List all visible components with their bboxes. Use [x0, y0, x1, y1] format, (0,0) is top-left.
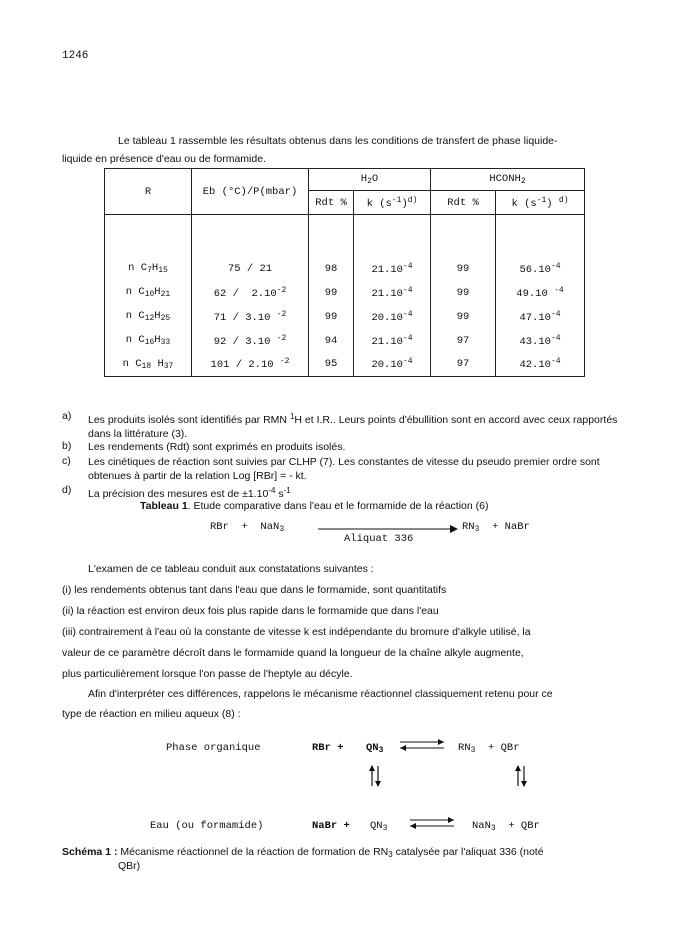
- body-continuation-1: valeur de ce paramètre décroît dans le formamide quand la longueur de la chaîne alkyle augmente,: [62, 647, 524, 659]
- row-k-formamide: 49.10 $^{-4}$: [496, 281, 585, 305]
- equation-reactants: RBr + NaN$_3$: [210, 521, 285, 534]
- header-r: R: [105, 169, 192, 215]
- scheme-caption-continuation: QBr): [118, 860, 141, 872]
- header-group-hconh2: $HCONH_2$: [431, 169, 585, 191]
- body-item-iii: (iii) contrairement à l'eau où la constante de vitesse k est indépendante du bromure d'alkyle utilisé, la: [62, 626, 531, 638]
- vertical-equilibrium-icon: [368, 764, 382, 788]
- header-k-formamide: k $(s^{-1})$ $^{d)}$: [496, 191, 585, 215]
- row-rdt-h2o: 99: [309, 281, 354, 305]
- body-continuation-2: plus particulièrement lorsque l'on passe de l'heptyle au décyle.: [62, 668, 353, 680]
- table-caption: [140, 500, 489, 512]
- row-rdt-formamide: 97: [431, 353, 496, 377]
- row-eb: 75 / 21: [192, 257, 309, 281]
- header-k-h2o: k $(s^{-1})^{d)}$: [354, 191, 431, 215]
- body-lead: L'examen de ce tableau conduit aux constatations suivantes :: [88, 563, 374, 575]
- scheme-phase-organic: Phase organique: [166, 742, 261, 754]
- header-group-h2o: $H_2O$: [309, 169, 431, 191]
- results-table: [104, 168, 585, 377]
- row-eb: $62 / 2.10^{-2}$: [192, 281, 309, 305]
- equation-products: $RN_3$ + NaBr: [462, 521, 530, 534]
- note-d: La précision des mesures est de $\pm 1.10^{-4}$ $s^{-1}$: [88, 486, 291, 500]
- scheme-organic-q: $QN_3$: [366, 742, 384, 755]
- scheme-phase-aqueous: Eau (ou formamide): [150, 820, 264, 832]
- row-k-h2o: $20.10^{-4}$: [354, 305, 431, 329]
- vertical-equilibrium-icon: [514, 764, 528, 788]
- row-r: n $C_{16}H_{33}$: [105, 329, 192, 353]
- row-rdt-formamide: 97: [431, 329, 496, 353]
- row-eb: 92 / 3.10 $^{-2}$: [192, 329, 309, 353]
- scheme-caption-label: Schéma 1 :: [62, 846, 118, 858]
- scheme-organic-left: RBr +: [312, 742, 344, 754]
- note-letter-a: a): [62, 410, 72, 422]
- header-rdt-formamide: Rdt %: [431, 191, 496, 215]
- row-k-h2o: $21.10^{-4}$: [354, 257, 431, 281]
- row-k-formamide: $43.10^{-4}$: [496, 329, 585, 353]
- row-eb: 101 / 2.10 $^{-2}$: [192, 353, 309, 377]
- row-k-formamide: $42.10^{-4}$: [496, 353, 585, 377]
- row-rdt-formamide: 99: [431, 305, 496, 329]
- row-rdt-h2o: 95: [309, 353, 354, 377]
- row-rdt-h2o: 94: [309, 329, 354, 353]
- row-k-formamide: $47.10^{-4}$: [496, 305, 585, 329]
- header-rdt-h2o: Rdt %: [309, 191, 354, 215]
- row-r: n $C_{12}H_{25}$: [105, 305, 192, 329]
- note-letter-c: c): [62, 455, 71, 467]
- note-b: Les rendements (Rdt) sont exprimés en produits isolés.: [88, 441, 346, 453]
- page-number: 1246: [62, 50, 89, 62]
- row-r: n $C_{18}$ $H_{37}$: [105, 353, 192, 377]
- scheme-aqueous-left: NaBr +: [312, 820, 350, 832]
- note-c: Les cinétiques de réaction sont suivies par CLHP (7). Les constantes de vitesse du pseudo premier ordre sont obtenues à partir de la relation Log [RBr] = - kt.: [88, 456, 600, 482]
- intro-line-1: Le tableau 1 rassemble les résultats obtenus dans les conditions de transfert de phase liquide-: [118, 135, 558, 147]
- scheme-aqueous-right: NaN$_3$ + QBr: [472, 820, 540, 833]
- note-letter-b: b): [62, 440, 72, 452]
- scheme-caption: Schéma 1 : Mécanisme réactionnel de la réaction de formation de $RN_3$ catalysée par l'aliquat 336 (noté: [62, 846, 544, 859]
- scheme-aqueous-q: $QN_3$: [370, 820, 388, 833]
- body-paragraph-2-line-1: Afin d'interpréter ces différences, rappelons le mécanisme réactionnel classiquement retenu pour ce: [88, 688, 553, 700]
- row-rdt-formamide: 99: [431, 257, 496, 281]
- row-k-h2o: $20.10^{-4}$: [354, 353, 431, 377]
- row-k-h2o: $21.10^{-4}$: [354, 281, 431, 305]
- table-caption-label: Tableau 1: [140, 500, 188, 512]
- body-paragraph-2-line-2: type de réaction en milieu aqueux (8) :: [62, 708, 241, 720]
- row-rdt-h2o: 98: [309, 257, 354, 281]
- row-eb: 71 / 3.10 $^{-2}$: [192, 305, 309, 329]
- equilibrium-arrows-icon: [408, 816, 456, 830]
- header-eb: Eb (°C)/P(mbar): [192, 169, 309, 215]
- intro-line-2: liquide en présence d'eau ou de formamide.: [62, 153, 266, 165]
- row-k-h2o: $21.10^{-4}$: [354, 329, 431, 353]
- equilibrium-arrows-icon: [398, 738, 446, 752]
- body-item-i: (i) les rendements obtenus tant dans l'eau que dans le formamide, sont quantitatifs: [62, 584, 447, 596]
- body-item-ii: (ii) la réaction est environ deux fois plus rapide dans le formamide que dans l'eau: [62, 605, 439, 617]
- equation-catalyst: Aliquat 336: [344, 533, 414, 545]
- row-k-formamide: $56.10^{-4}$: [496, 257, 585, 281]
- row-r: n $C_7H_{15}$: [105, 257, 192, 281]
- note-letter-d: d): [62, 484, 72, 496]
- note-a: Les produits isolés sont identifiés par RMN $^1$H et I.R.. Leurs points d'ébullition sont en accord avec ceux rapportés dans la littérature (3).: [88, 412, 618, 440]
- row-r: n $C_{10}H_{21}$: [105, 281, 192, 305]
- table-caption-text: . Etude comparative dans l'eau et le formamide de la réaction (6): [187, 500, 489, 512]
- scheme-organic-right: $RN_3$ + QBr: [458, 742, 520, 755]
- row-rdt-formamide: 99: [431, 281, 496, 305]
- row-rdt-h2o: 99: [309, 305, 354, 329]
